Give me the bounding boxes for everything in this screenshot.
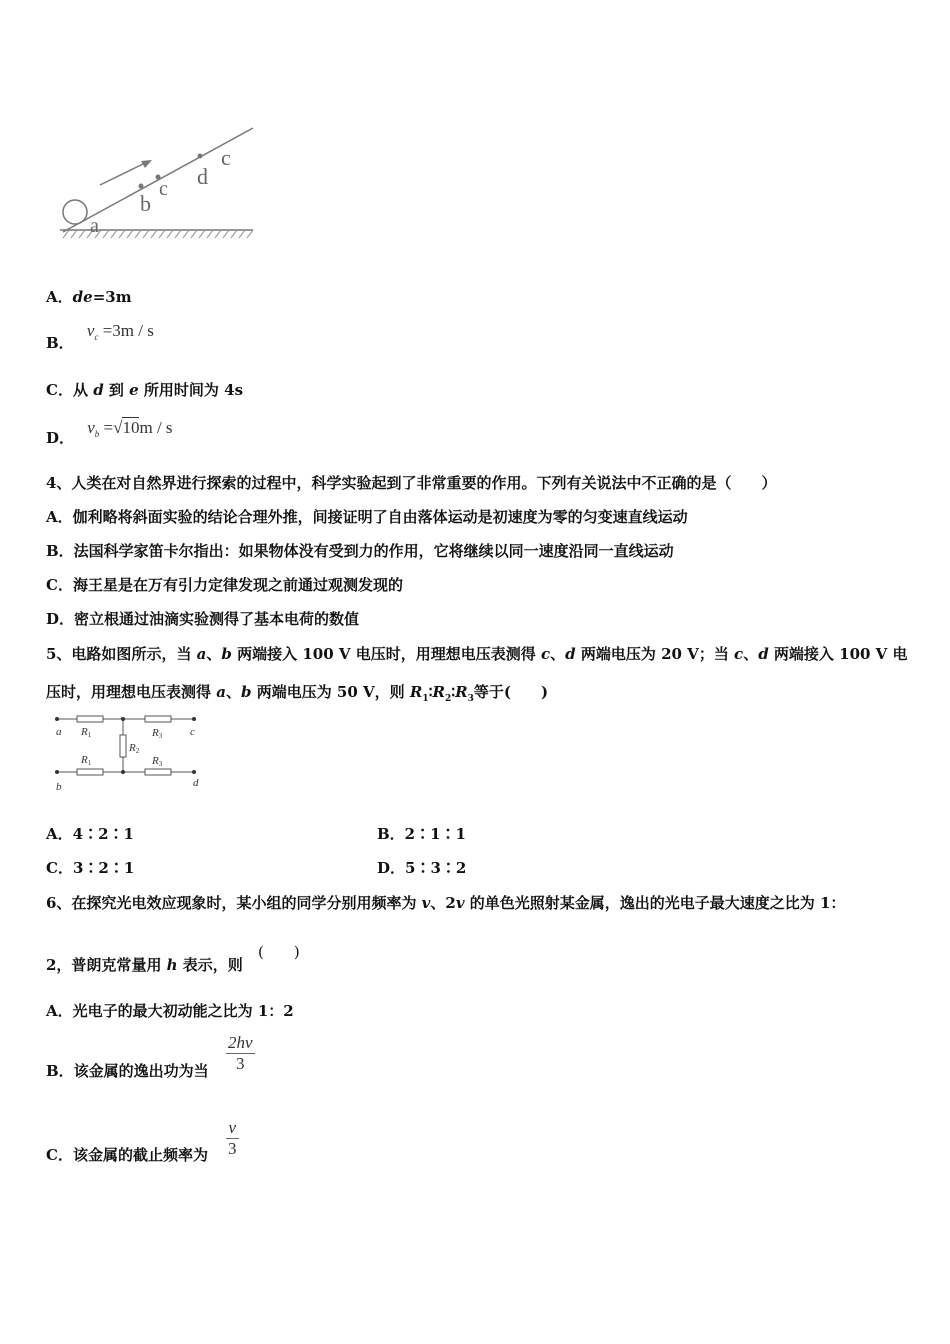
ball [63, 200, 87, 224]
q5-option-b: B．2∶1∶1 [377, 825, 466, 843]
fraction-2hv-3: $\frac{2hv}{3}$ [228, 1033, 253, 1073]
label-a: a [90, 215, 99, 237]
circuit-label-b: b [56, 781, 62, 793]
resistor-r1-bottom [77, 769, 103, 775]
resistor-r1-top [77, 716, 103, 722]
q5-stem-line2: 压时，用理想电压表测得 a、b 两端电压为 50 V，则 $R_1∶R_2∶R_3$等于( ) [46, 683, 549, 704]
formula-vb: $v_b =√10m / s$ [87, 418, 173, 439]
q6-option-c: C．该金属的截止频率为 [46, 1146, 208, 1164]
q4-option-a: A．伽利略将斜面实验的结论合理外推，间接证明了自由落体运动是初速度为零的匀变速直线运动 [46, 508, 688, 526]
point-d [198, 154, 203, 159]
terminal-b [55, 770, 59, 774]
q4-option-c: C．海王星是在万有引力定律发现之前通过观测发现的 [46, 576, 403, 594]
label-d: d [197, 164, 208, 189]
q3-option-c: C．从 d 到 e 所用时间为 4s [46, 381, 244, 399]
q5-option-c: C．3∶2∶1 [46, 859, 135, 877]
circuit-label-r3-bottom: R3 [152, 755, 163, 768]
q3-option-b: B． $v_c =3m / s$ [46, 321, 154, 352]
circuit-label-r1-top: R1 [81, 726, 92, 739]
circuit-diagram [48, 708, 218, 794]
resistor-r3-top [145, 716, 171, 722]
terminal-d [192, 770, 196, 774]
label-c1: c [159, 178, 168, 200]
q6-stem-line2: 2，普朗克常量用 h 表示，则 [46, 956, 243, 974]
terminal-a [55, 717, 59, 721]
q6-answer-paren: ( ) [258, 943, 300, 961]
label-c2: c [221, 145, 231, 170]
junction-bottom [121, 770, 125, 774]
point-b [139, 184, 144, 189]
resistor-r3-bottom [145, 769, 171, 775]
q6-option-a: A．光电子的最大初动能之比为 1：2 [46, 1002, 294, 1020]
q5-stem-line1: 5、电路如图所示，当 a、b 两端接入 100 V 电压时，用理想电压表测得 c、d 两端电压为 20 V；当 c、d 两端接入 100 V 电 [46, 645, 908, 663]
incline-figure [55, 120, 265, 245]
q4-option-b: B．法国科学家笛卡尔指出：如果物体没有受到力的作用，它将继续以同一速度沿同一直线运动 [46, 542, 674, 560]
q6-option-b: B．该金属的逸出功为当 [46, 1062, 209, 1080]
q5-option-d: D．5∶3∶2 [377, 859, 467, 877]
q3-option-a: A．de=3m [46, 288, 132, 306]
q6-stem-line1: 6、在探究光电效应现象时，某小组的同学分别用频率为 v、2v 的单色光照射某金属，逸出的光电子最大速度之比为 1： [46, 894, 846, 912]
junction-top [121, 717, 125, 721]
formula-vc: $v_c =3m / s$ [86, 321, 154, 342]
q4-option-d: D．密立根通过油滴实验测得了基本电荷的数值 [46, 610, 360, 628]
circuit-label-d: d [193, 777, 199, 789]
q4-stem: 4、人类在对自然界进行探索的过程中，科学实验起到了非常重要的作用。下列有关说法中不正确的是（ ） [46, 474, 777, 492]
resistor-r2 [120, 735, 126, 757]
label-b: b [140, 191, 151, 216]
circuit-label-r1-bottom: R1 [81, 754, 92, 767]
velocity-arrow [100, 162, 147, 185]
circuit-label-r3-top: R3 [152, 727, 163, 740]
terminal-c [192, 717, 196, 721]
circuit-label-a: a [56, 726, 62, 738]
q3-option-d: D． $v_b =√10m / s$ [46, 418, 173, 447]
circuit-label-c: c [190, 726, 195, 738]
q5-option-a: A．4∶2∶1 [46, 825, 134, 843]
circuit-label-r2: R2 [129, 742, 140, 755]
fraction-v-3: $\frac{v}{3}$ [228, 1118, 237, 1158]
